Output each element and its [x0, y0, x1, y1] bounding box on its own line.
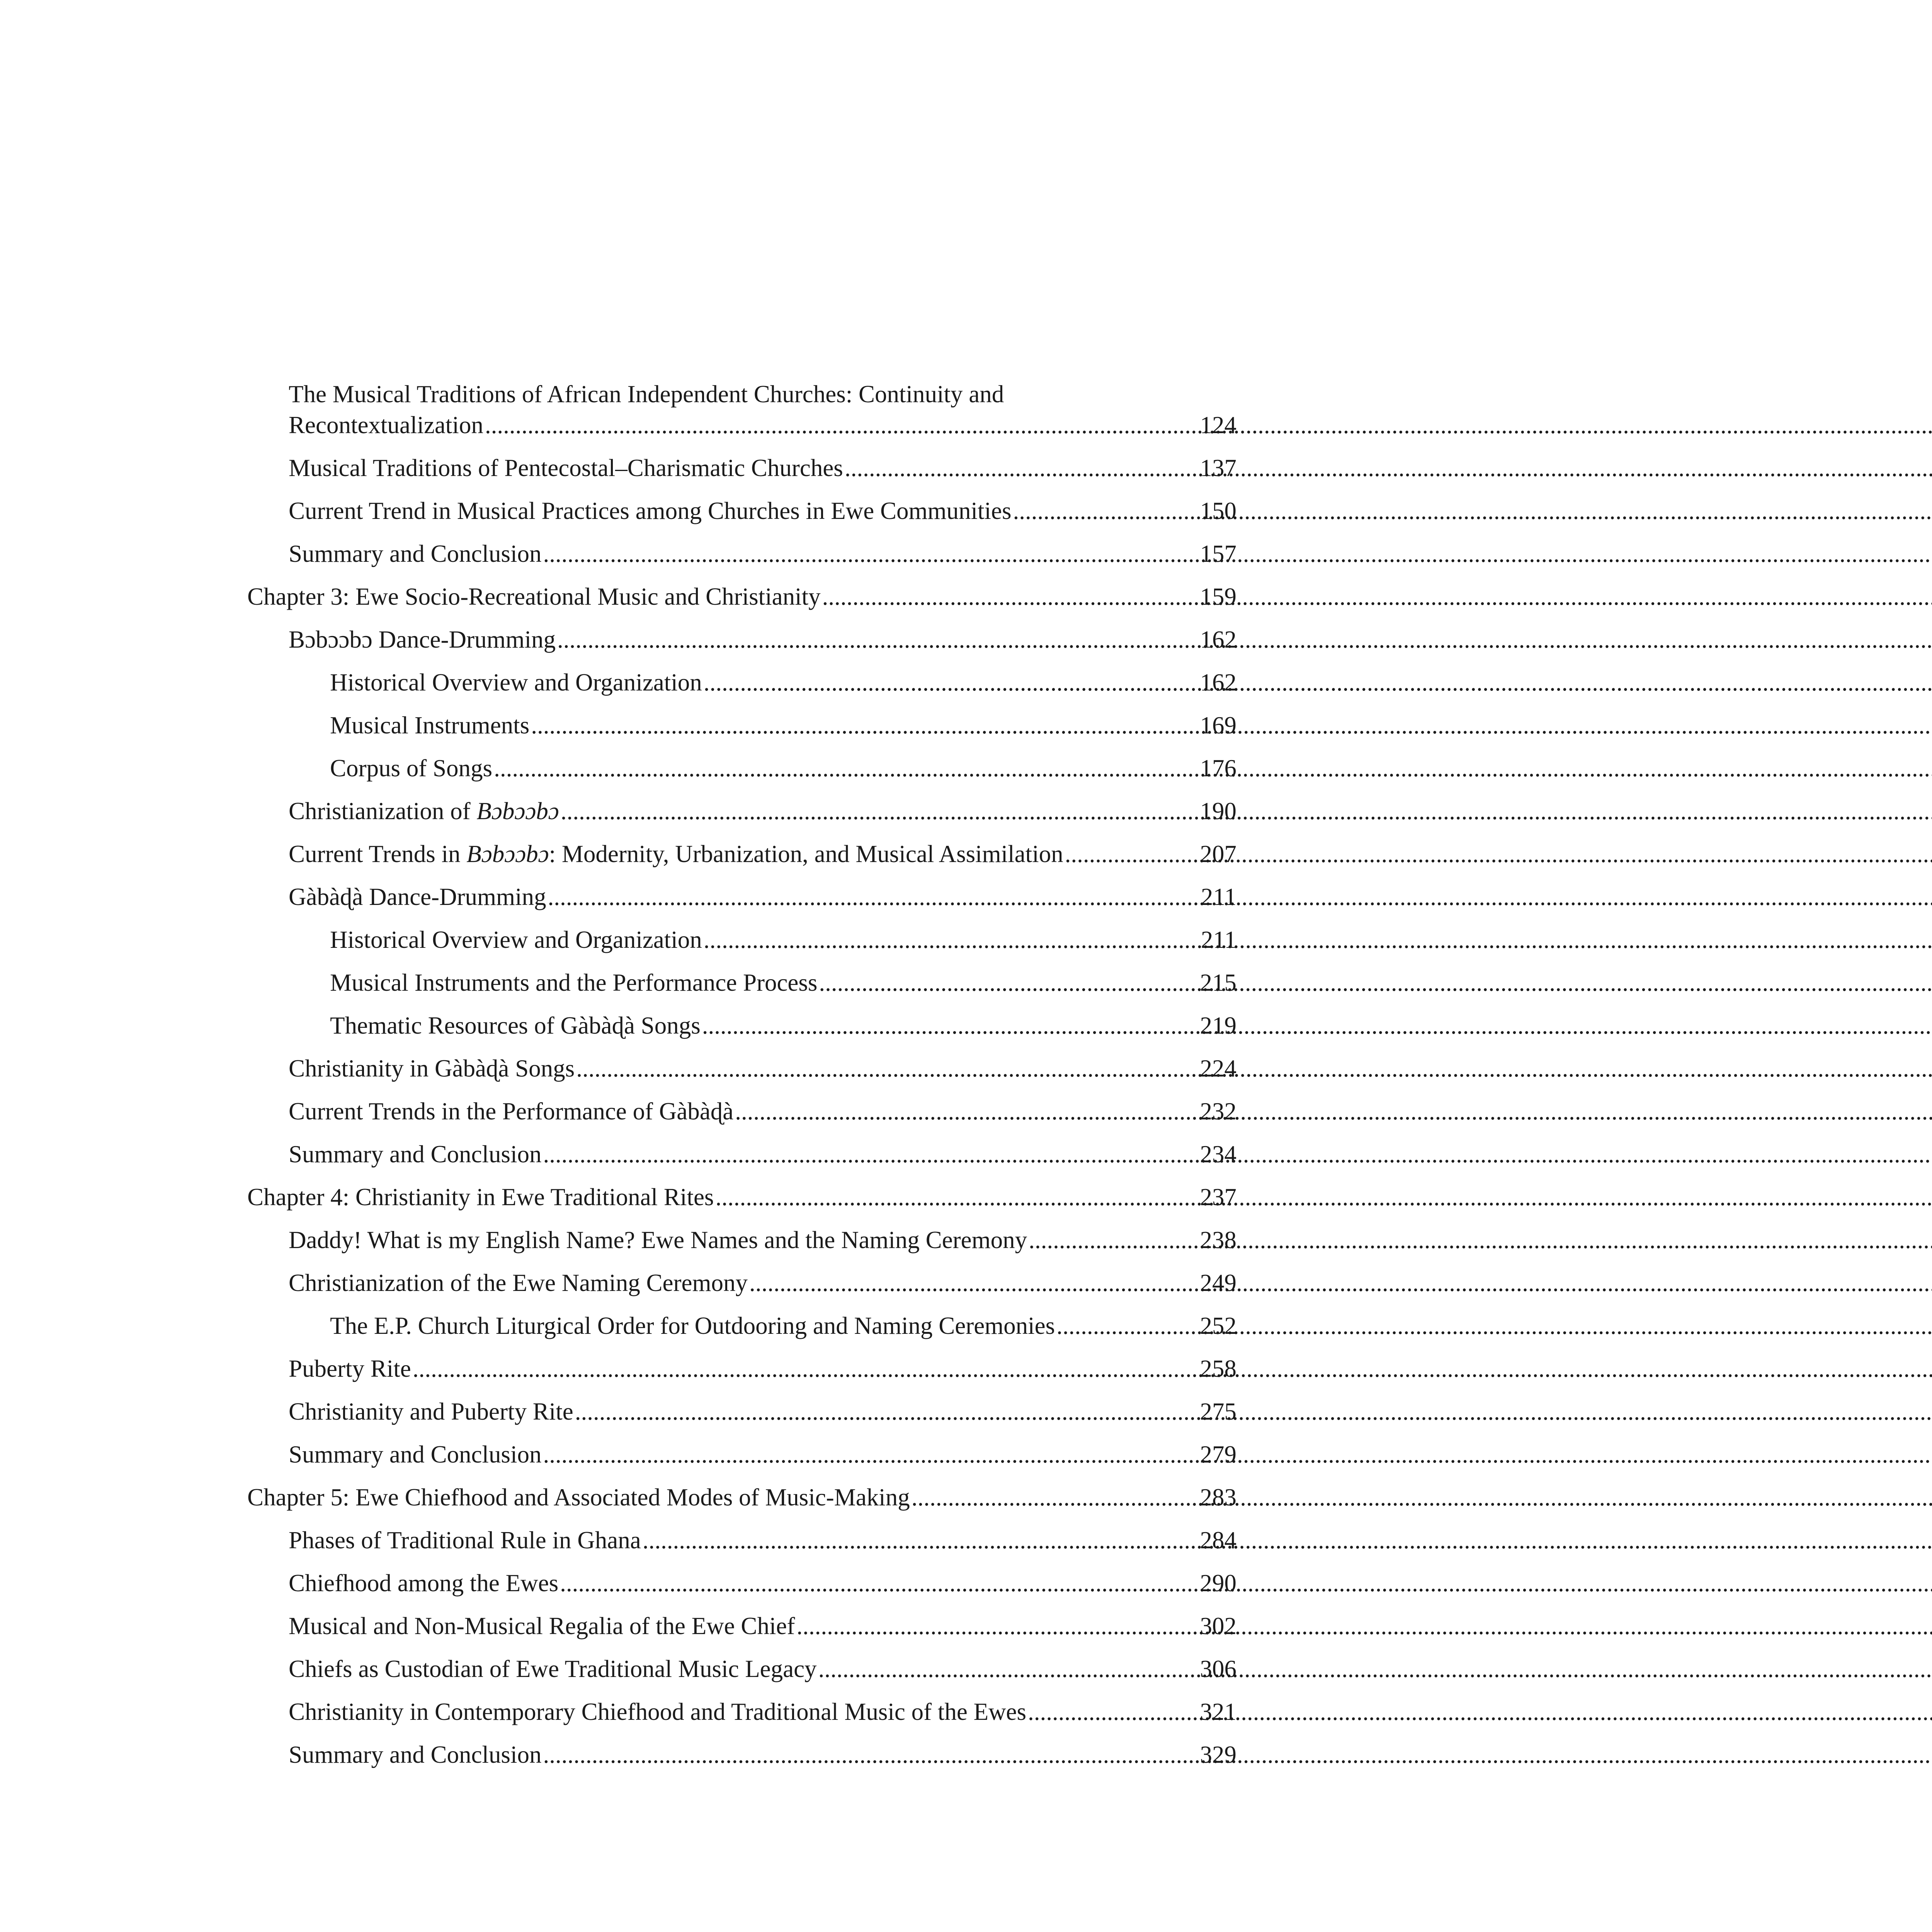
toc-page-number: 284 — [1200, 1527, 1236, 1554]
toc-entry-title — [289, 1053, 575, 1084]
toc-section-entry — [289, 1353, 1236, 1384]
toc-dot-leader — [715, 1182, 1198, 1213]
toc-title-segment: Christianity in Gàbàɖà Songs — [289, 1055, 575, 1082]
toc-title-segment: Musical Traditions of Pentecostal–Charismatic Churches — [289, 454, 843, 481]
toc-dot-leader — [560, 1568, 1198, 1599]
toc-entry-title — [289, 796, 559, 827]
toc-dot-leader — [735, 1096, 1198, 1127]
toc-entry-row — [289, 1439, 1236, 1470]
toc-title-segment: Musical and Non-Musical Regalia of the Ewe Chief — [289, 1612, 795, 1639]
toc-page-number: 207 — [1200, 840, 1236, 867]
toc-entry-title — [289, 1653, 817, 1684]
toc-entry-row — [289, 1696, 1236, 1727]
toc-entry-row — [289, 624, 1236, 655]
toc-section-entry — [289, 495, 1236, 526]
toc-section-entry — [289, 838, 1236, 869]
toc-entry-row — [289, 1653, 1236, 1684]
toc-section-entry — [289, 1653, 1236, 1684]
toc-chapter-entry — [247, 581, 1236, 612]
toc-dot-leader — [485, 410, 1199, 440]
toc-entry-row — [330, 753, 1236, 784]
toc-dot-leader — [818, 1653, 1199, 1684]
toc-title-segment: Daddy! What is my English Name? Ewe Names and the Naming Ceremony — [289, 1226, 1027, 1253]
toc-entry-row — [289, 410, 1236, 440]
toc-page-number: 162 — [1200, 626, 1236, 653]
toc-title-segment: Corpus of Songs — [330, 755, 493, 782]
toc-section-entry — [289, 1568, 1236, 1599]
toc-entry-title — [330, 710, 529, 741]
toc-dot-leader — [704, 667, 1199, 698]
toc-title-segment: Summary and Conclusion — [289, 540, 542, 567]
toc-dot-leader — [575, 1396, 1199, 1427]
toc-section-entry — [289, 1053, 1236, 1084]
toc-page-number: 232 — [1200, 1098, 1236, 1125]
toc-entry-title — [289, 1568, 558, 1599]
toc-title-segment: Summary and Conclusion — [289, 1141, 542, 1168]
toc-page-number: 237 — [1200, 1184, 1236, 1211]
toc-entry-title — [247, 1182, 714, 1213]
toc-entry-title — [289, 1739, 541, 1770]
toc-title-segment: Historical Overview and Organization — [330, 669, 702, 696]
toc-section-entry — [330, 924, 1236, 955]
toc-section-entry — [289, 1696, 1236, 1727]
toc-dot-leader — [543, 1139, 1198, 1170]
toc-entry-title — [289, 1267, 748, 1298]
toc-entry-title — [330, 924, 702, 955]
toc-entry-row — [330, 967, 1236, 998]
toc-entry-title — [330, 1010, 701, 1041]
toc-entry-row — [289, 881, 1236, 912]
toc-section-entry — [289, 1225, 1236, 1255]
toc-entry-row — [289, 495, 1236, 526]
toc-entry-title — [289, 538, 541, 569]
toc-entry-title — [289, 838, 1063, 869]
toc-title-segment: Chiefhood among the Ewes — [289, 1570, 559, 1597]
toc-entry-row — [289, 1053, 1236, 1084]
toc-title-segment: : Modernity, Urbanization, and Musical Assimilation — [549, 840, 1063, 867]
toc-entry-row — [247, 1482, 1236, 1513]
toc-dot-leader — [1029, 1225, 1198, 1255]
toc-dot-leader — [643, 1525, 1199, 1556]
toc-section-entry — [289, 1439, 1236, 1470]
toc-title-segment: Recontextualization — [289, 412, 483, 439]
toc-section-entry — [330, 1310, 1236, 1341]
toc-title-italic-segment: Bɔbɔɔbɔ — [466, 840, 549, 867]
toc-entry-title — [330, 967, 817, 998]
toc-entry-row — [330, 710, 1236, 741]
toc-entry-title — [247, 581, 821, 612]
toc-section-entry — [330, 753, 1236, 784]
toc-section-entry — [289, 1139, 1236, 1170]
toc-title-segment: Current Trend in Musical Practices among Churches in Ewe Communities — [289, 497, 1012, 524]
toc-chapter-entry — [247, 1182, 1236, 1213]
toc-section-entry — [289, 624, 1236, 655]
toc-entry-title — [289, 1096, 733, 1127]
toc-section-entry — [289, 796, 1236, 827]
toc-page-number: 190 — [1200, 798, 1236, 825]
toc-entry-title — [289, 1353, 411, 1384]
toc-entry-title — [289, 410, 483, 440]
toc-page-number: 157 — [1200, 540, 1236, 567]
toc-dot-leader — [845, 452, 1199, 483]
toc-title-segment: Musical Instruments — [330, 712, 530, 739]
toc-chapter-entry — [247, 1482, 1236, 1513]
toc-page-number: 176 — [1200, 755, 1236, 782]
toc-dot-leader — [1028, 1696, 1198, 1727]
toc-dot-leader — [749, 1267, 1199, 1298]
toc-section-entry — [289, 1267, 1236, 1298]
toc-page-number: 279 — [1200, 1441, 1236, 1468]
toc-entry-title — [330, 667, 702, 698]
toc-section-entry — [289, 1611, 1236, 1641]
toc-page-number: 169 — [1200, 712, 1236, 739]
toc-dot-leader — [543, 1439, 1198, 1470]
toc-entry-row — [289, 1096, 1236, 1127]
toc-page-number: 302 — [1200, 1612, 1236, 1639]
toc-entry-title — [289, 1525, 641, 1556]
toc-section-entry — [289, 538, 1236, 569]
toc-entry-row — [330, 1010, 1236, 1041]
toc-entry-row — [289, 1353, 1236, 1384]
toc-entry-row — [289, 1739, 1236, 1770]
toc-page-number: 275 — [1200, 1398, 1236, 1425]
toc-entry-row — [330, 1310, 1236, 1341]
toc-entry-row — [289, 838, 1236, 869]
toc-section-entry — [289, 1096, 1236, 1127]
toc-entry-title — [289, 1139, 541, 1170]
toc-page-number: 238 — [1200, 1226, 1236, 1253]
toc-page-number: 258 — [1200, 1355, 1236, 1382]
toc-title-segment: Phases of Traditional Rule in Ghana — [289, 1527, 641, 1554]
toc-page-number: 249 — [1200, 1269, 1236, 1296]
toc-page-number: 219 — [1200, 1012, 1236, 1039]
toc-title-segment: Current Trends in — [289, 840, 467, 867]
toc-page-number: 224 — [1200, 1055, 1236, 1082]
toc-page-number: 159 — [1200, 583, 1236, 610]
toc-dot-leader — [796, 1611, 1198, 1641]
toc-section-entry — [330, 1010, 1236, 1041]
toc-title-segment: Chiefs as Custodian of Ewe Traditional Music Legacy — [289, 1655, 817, 1682]
toc-title-italic-segment: Bɔbɔɔbɔ — [476, 798, 559, 825]
toc-entry-title — [289, 881, 546, 912]
toc-page-number: 137 — [1200, 454, 1236, 481]
toc-title-segment: Chapter 4: Christianity in Ewe Traditional Rites — [247, 1184, 714, 1211]
toc-entry-row — [289, 452, 1236, 483]
toc-section-entry — [330, 710, 1236, 741]
toc-title-segment: Puberty Rite — [289, 1355, 411, 1382]
toc-title-segment: Chapter 3: Ewe Socio-Recreational Music and Christianity — [247, 583, 821, 610]
toc-page-number: 234 — [1200, 1141, 1236, 1168]
toc-dot-leader — [1065, 838, 1199, 869]
toc-entry-row — [289, 1611, 1236, 1641]
toc-entry-title — [289, 1611, 795, 1641]
toc-title-segment: Christianization of — [289, 798, 477, 825]
toc-entry-row — [289, 1267, 1236, 1298]
toc-title-segment: Summary and Conclusion — [289, 1741, 542, 1768]
toc-title-segment: Christianity and Puberty Rite — [289, 1398, 573, 1425]
toc-title-segment: Chapter 5: Ewe Chiefhood and Associated Modes of Music-Making — [247, 1484, 910, 1511]
toc-entry-row — [289, 538, 1236, 569]
toc-dot-leader — [494, 753, 1198, 784]
toc-page-number: 162 — [1200, 669, 1236, 696]
toc-title-segment: Bɔbɔɔbɔ Dance-Drumming — [289, 626, 556, 653]
toc-section-entry — [289, 1739, 1236, 1770]
toc-section-entry — [289, 1525, 1236, 1556]
toc-entry-title — [289, 452, 843, 483]
toc-dot-leader — [576, 1053, 1198, 1084]
toc-entry-row — [289, 1396, 1236, 1427]
toc-page-number: 306 — [1200, 1655, 1236, 1682]
toc-page-number: 283 — [1200, 1484, 1236, 1511]
toc-entry-title — [289, 1696, 1026, 1727]
toc-page-number: 211 — [1201, 883, 1236, 910]
toc-page-number: 290 — [1200, 1570, 1236, 1597]
toc-dot-leader — [1013, 495, 1199, 526]
toc-title-segment: The E.P. Church Liturgical Order for Outdooring and Naming Ceremonies — [330, 1312, 1055, 1339]
toc-dot-leader — [912, 1482, 1199, 1513]
toc-entry-row — [330, 667, 1236, 698]
toc-page-number: 211 — [1201, 926, 1236, 953]
toc-dot-leader — [548, 881, 1199, 912]
toc-dot-leader — [557, 624, 1199, 655]
toc-title-segment: Gàbàɖà Dance-Drumming — [289, 883, 546, 910]
toc-section-entry — [289, 452, 1236, 483]
toc-dot-leader — [543, 1739, 1198, 1770]
toc-page-number: 215 — [1200, 969, 1236, 996]
toc-section-entry — [289, 881, 1236, 912]
toc-title-segment: Historical Overview and Organization — [330, 926, 702, 953]
toc-title-segment: Summary and Conclusion — [289, 1441, 542, 1468]
toc-entry-title — [330, 1310, 1055, 1341]
toc-entry-title — [330, 753, 492, 784]
toc-page-number: 150 — [1200, 497, 1236, 524]
toc-entry-title — [247, 1482, 910, 1513]
toc-page-number: 124 — [1200, 412, 1236, 439]
toc-page-number: 252 — [1200, 1312, 1236, 1339]
toc-title-segment: Current Trends in the Performance of Gàbàɖà — [289, 1098, 734, 1125]
toc-section-entry — [330, 667, 1236, 698]
toc-title-segment: Musical Instruments and the Performance Process — [330, 969, 818, 996]
toc-page-number: 321 — [1200, 1698, 1236, 1725]
toc-entry-title — [289, 1396, 573, 1427]
toc-dot-leader — [702, 1010, 1199, 1041]
toc-dot-leader — [822, 581, 1199, 612]
toc-dot-leader — [1056, 1310, 1198, 1341]
toc-entry-row — [289, 1225, 1236, 1255]
toc-entry-row — [289, 1525, 1236, 1556]
toc-dot-leader — [531, 710, 1198, 741]
toc-dot-leader — [561, 796, 1199, 827]
toc-entry-title — [289, 1225, 1027, 1255]
toc-page-number: 329 — [1200, 1741, 1236, 1768]
toc-title-segment: Christianization of the Ewe Naming Ceremony — [289, 1269, 748, 1296]
toc-section-entry — [330, 967, 1236, 998]
toc-entry-title — [289, 624, 556, 655]
toc-entry-title-line: The Musical Traditions of African Independent Churches: Continuity and — [289, 381, 1004, 408]
toc-dot-leader — [704, 924, 1199, 955]
toc-entry-row — [289, 796, 1236, 827]
toc-title-segment: Thematic Resources of Gàbàɖà Songs — [330, 1012, 701, 1039]
table-of-contents — [247, 379, 1236, 1782]
toc-dot-leader — [819, 967, 1198, 998]
toc-section-entry — [289, 379, 1236, 440]
toc-entry-row — [289, 1139, 1236, 1170]
toc-entry-title — [289, 1439, 541, 1470]
toc-entry-row — [247, 1182, 1236, 1213]
toc-title-segment: Christianity in Contemporary Chiefhood and Traditional Music of the Ewes — [289, 1698, 1027, 1725]
toc-dot-leader — [413, 1353, 1199, 1384]
toc-section-entry — [289, 1396, 1236, 1427]
toc-dot-leader — [543, 538, 1198, 569]
toc-entry-row — [247, 581, 1236, 612]
toc-entry-row — [289, 1568, 1236, 1599]
toc-entry-row — [330, 924, 1236, 955]
toc-entry-title — [289, 495, 1012, 526]
